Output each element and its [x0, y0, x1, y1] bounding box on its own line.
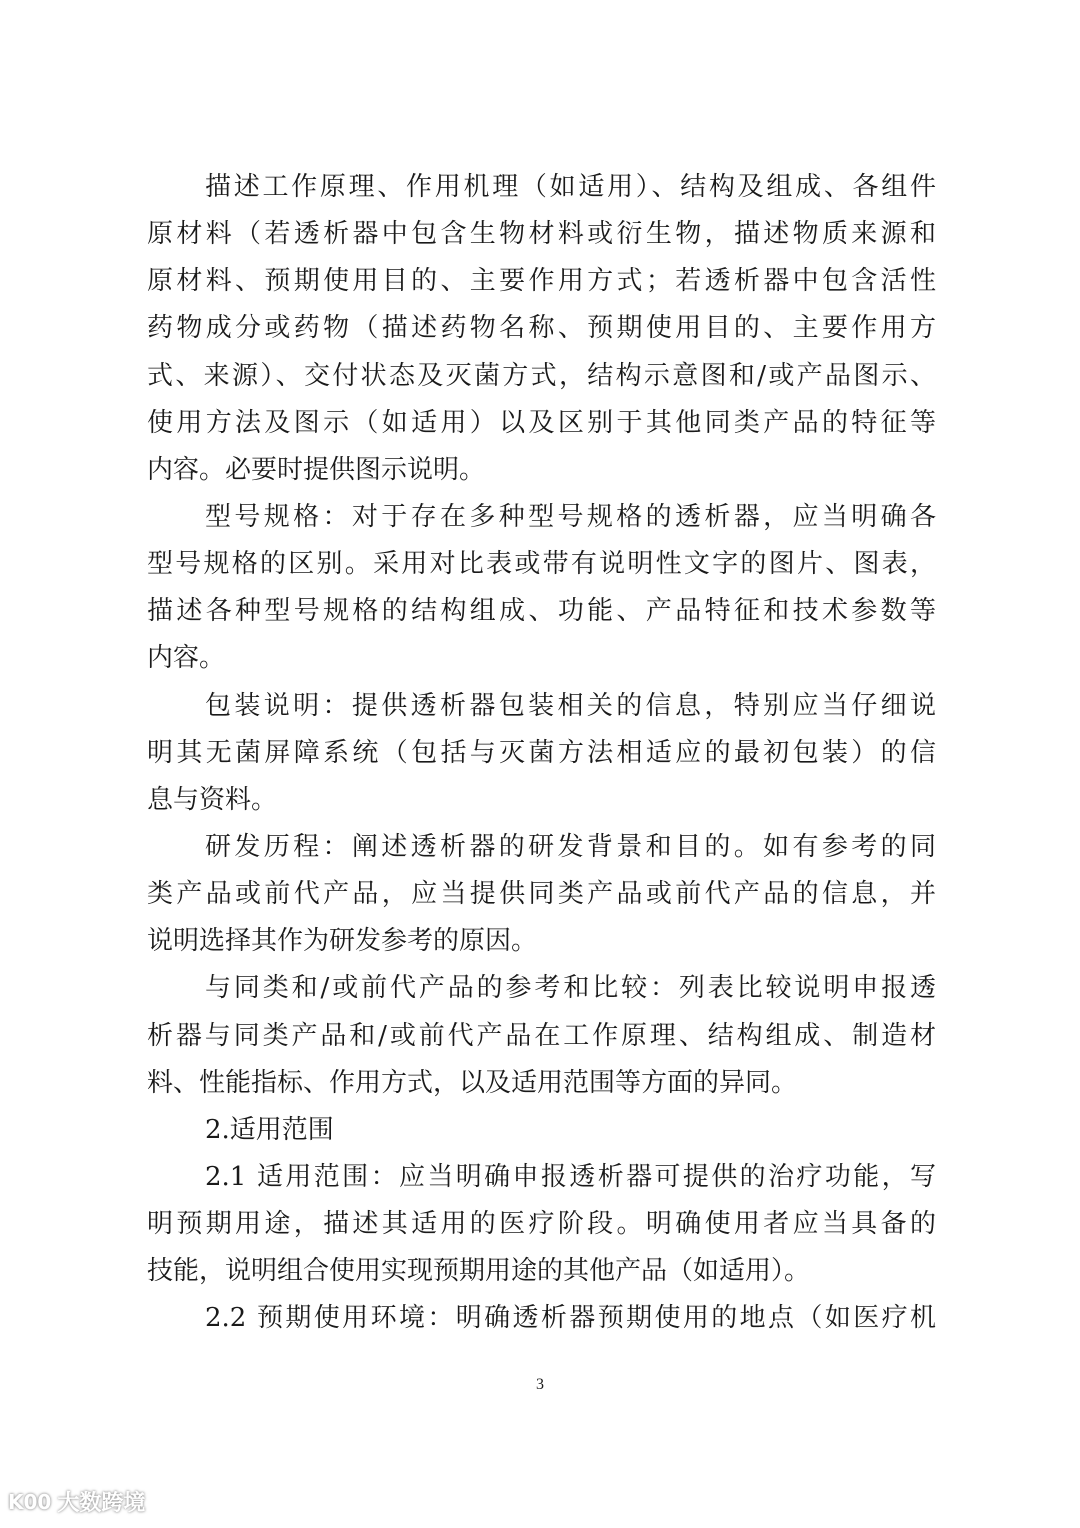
text-line: 与同类和/或前代产品的参考和比较：列表比较说明申报透: [205, 973, 936, 1004]
watermark-logo-icon: K00: [8, 1489, 52, 1514]
text-line: 原材料（若透析器中包含生物材料或衍生物，描述物质来源和: [147, 219, 936, 250]
text-line: 技能，说明组合使用实现预期用途的其他产品（如适用）。: [147, 1256, 811, 1287]
text-line: 原材料、预期使用目的、主要作用方式；若透析器中包含活性: [147, 266, 936, 297]
text-line: 药物成分或药物（描述药物名称、预期使用目的、主要作用方: [147, 313, 936, 344]
section-heading: 2.适用范围: [205, 1114, 334, 1145]
text-line: 型号规格：对于存在多种型号规格的透析器，应当明确各: [205, 501, 936, 532]
text-line: 息与资料。: [147, 784, 278, 815]
text-line: 明预期用途，描述其适用的医疗阶段。明确使用者应当具备的: [147, 1209, 936, 1240]
text-line: 类产品或前代产品，应当提供同类产品或前代产品的信息，并: [147, 879, 936, 910]
watermark-text: 大数跨境: [57, 1491, 146, 1516]
text-line: 描述工作原理、作用机理（如适用）、结构及组成、各组件: [205, 172, 936, 202]
text-line: 内容。: [147, 643, 226, 674]
watermark: [8, 1486, 145, 1517]
page-number: 3: [536, 1376, 544, 1393]
text-line: 包装说明：提供透析器包装相关的信息，特别应当仔细说: [205, 690, 936, 721]
text-line: 使用方法及图示（如适用）以及区别于其他同类产品的特征等: [147, 407, 936, 438]
text-line: 研发历程：阐述透析器的研发背景和目的。如有参考的同: [205, 831, 936, 862]
text-line: 2.1 适用范围：应当明确申报透析器可提供的治疗功能，写: [205, 1161, 936, 1192]
text-line: 料、性能指标、作用方式，以及适用范围等方面的异同。: [147, 1067, 798, 1098]
text-line: 描述各种型号规格的结构组成、功能、产品特征和技术参数等: [147, 596, 936, 627]
text-line: 型号规格的区别。采用对比表或带有说明性文字的图片、图表，: [147, 549, 936, 580]
text-line: 式、来源）、交付状态及灭菌方式，结构示意图和/或产品图示、: [147, 360, 936, 391]
text-line: 析器与同类产品和/或前代产品在工作原理、结构组成、制造材: [147, 1020, 936, 1051]
text-line: 内容。必要时提供图示说明。: [147, 454, 486, 485]
text-line: 2.2 预期使用环境：明确透析器预期使用的地点（如医疗机: [205, 1303, 936, 1334]
document-body: [147, 164, 936, 1343]
text-line: 说明选择其作为研发参考的原因。: [147, 926, 538, 957]
text-line: 明其无菌屏障系统（包括与灭菌方法相适应的最初包装）的信: [147, 737, 936, 768]
